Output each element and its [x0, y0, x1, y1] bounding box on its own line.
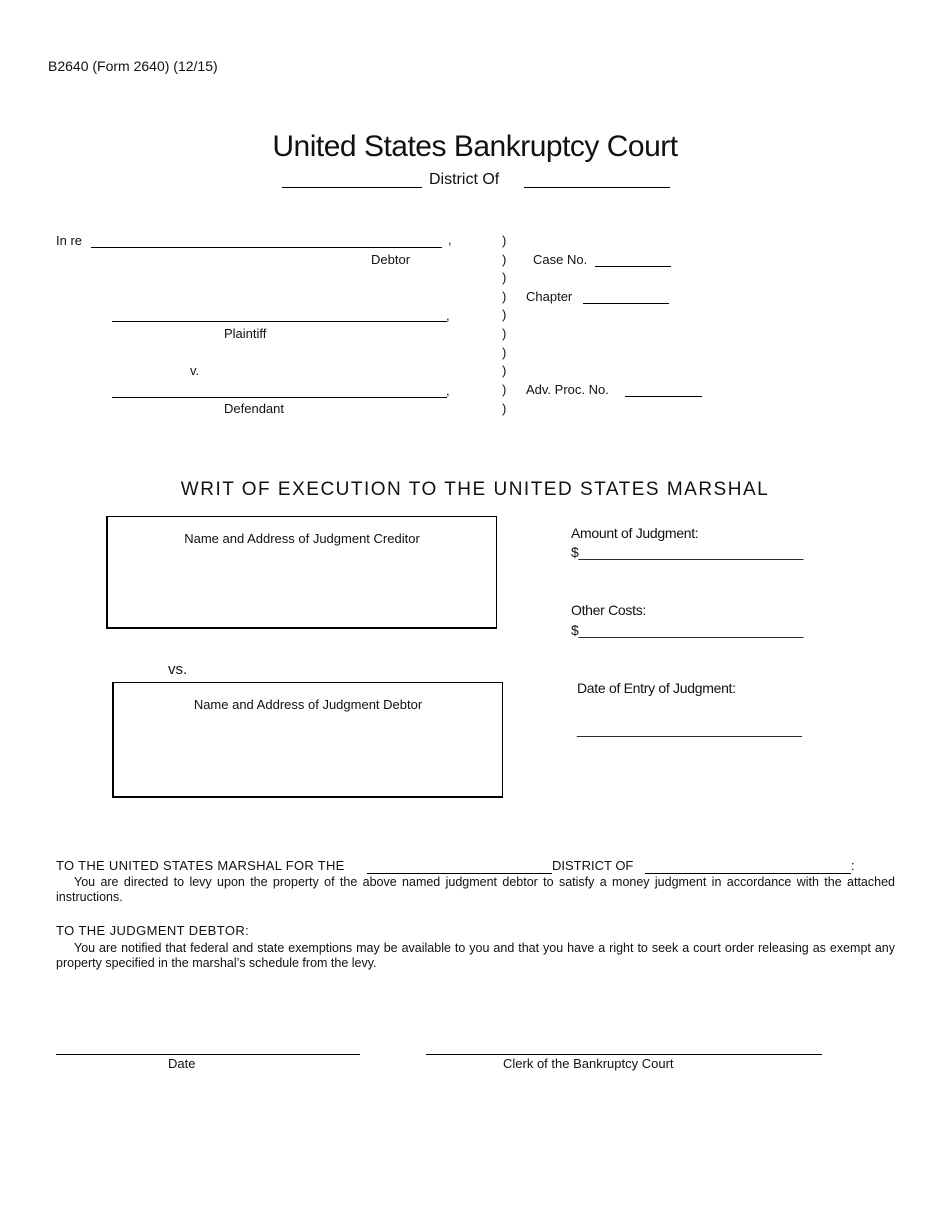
other-costs-field[interactable]: $______________________________ [571, 622, 804, 638]
writ-title: WRIT OF EXECUTION TO THE UNITED STATES MARSHAL [180, 479, 770, 500]
judgment-debtor-body-text: You are notified that federal and state exemptions may be available to you and that you have a right to seek a court order releasing as exempt any property specified in the marshal’s schedule from the levy. [56, 941, 895, 970]
date-entry-label: Date of Entry of Judgment: [577, 680, 736, 696]
form-id: B2640 (Form 2640) (12/15) [48, 58, 218, 74]
district-blank-left[interactable] [282, 187, 422, 188]
case-no-label: Case No. [533, 252, 588, 267]
date-entry-field[interactable]: ______________________________ [577, 721, 802, 737]
caption-paren: ) [502, 382, 507, 397]
versus-label: v. [190, 363, 200, 378]
chapter-label: Chapter [526, 289, 573, 304]
defendant-label: Defendant [224, 401, 284, 416]
marshal-district-of-field[interactable] [645, 873, 851, 874]
debtor-box-label: Name and Address of Judgment Debtor [193, 697, 423, 712]
district-blank-right[interactable] [524, 187, 670, 188]
debtor-box[interactable] [112, 682, 503, 798]
marshal-body [56, 875, 895, 905]
date-signature-line[interactable] [56, 1054, 360, 1055]
marshal-district-field[interactable] [367, 873, 552, 874]
amount-field[interactable]: $______________________________ [571, 544, 804, 560]
judgment-debtor-body [56, 941, 895, 971]
other-costs-label: Other Costs: [571, 602, 646, 618]
date-label: Date [168, 1056, 196, 1071]
creditor-box-label: Name and Address of Judgment Creditor [184, 531, 420, 546]
court-title: United States Bankruptcy Court [272, 130, 678, 163]
marshal-heading: TO THE UNITED STATES MARSHAL FOR THE [56, 858, 345, 873]
caption-paren: ) [502, 289, 507, 304]
caption-paren: ) [502, 252, 507, 267]
adv-proc-field[interactable] [625, 396, 702, 397]
defendant-field[interactable] [112, 397, 447, 398]
vs-label: vs. [168, 661, 188, 678]
debtor-label: Debtor [371, 252, 411, 267]
caption-paren: ) [502, 307, 507, 322]
marshal-colon: : [851, 858, 855, 873]
in-re-label: In re [56, 233, 83, 248]
clerk-signature-line[interactable] [426, 1054, 822, 1055]
caption-paren: ) [502, 233, 507, 248]
clerk-label: Clerk of the Bankruptcy Court [503, 1056, 674, 1071]
district-label: District Of [429, 171, 500, 188]
plaintiff-field[interactable] [112, 321, 447, 322]
caption-paren: ) [502, 345, 507, 360]
caption-paren: ) [502, 270, 507, 285]
in-re-field[interactable] [91, 247, 442, 248]
marshal-body-text: You are directed to levy upon the property of the above named judgment debtor to satisfy a money judgment in accordance with the attached instructions. [56, 875, 895, 904]
in-re-comma: , [448, 232, 452, 247]
caption-paren: ) [502, 363, 507, 378]
case-no-field[interactable] [595, 266, 671, 267]
plaintiff-comma: , [446, 308, 450, 323]
amount-label: Amount of Judgment: [571, 525, 699, 541]
caption-paren: ) [502, 326, 507, 341]
chapter-field[interactable] [583, 303, 669, 304]
defendant-comma: , [446, 383, 450, 398]
caption-paren: ) [502, 401, 507, 416]
creditor-box[interactable] [106, 516, 497, 629]
judgment-debtor-heading: TO THE JUDGMENT DEBTOR: [56, 923, 250, 938]
plaintiff-label: Plaintiff [224, 326, 267, 341]
marshal-district-of: DISTRICT OF [552, 858, 634, 873]
adv-proc-label: Adv. Proc. No. [526, 382, 609, 397]
